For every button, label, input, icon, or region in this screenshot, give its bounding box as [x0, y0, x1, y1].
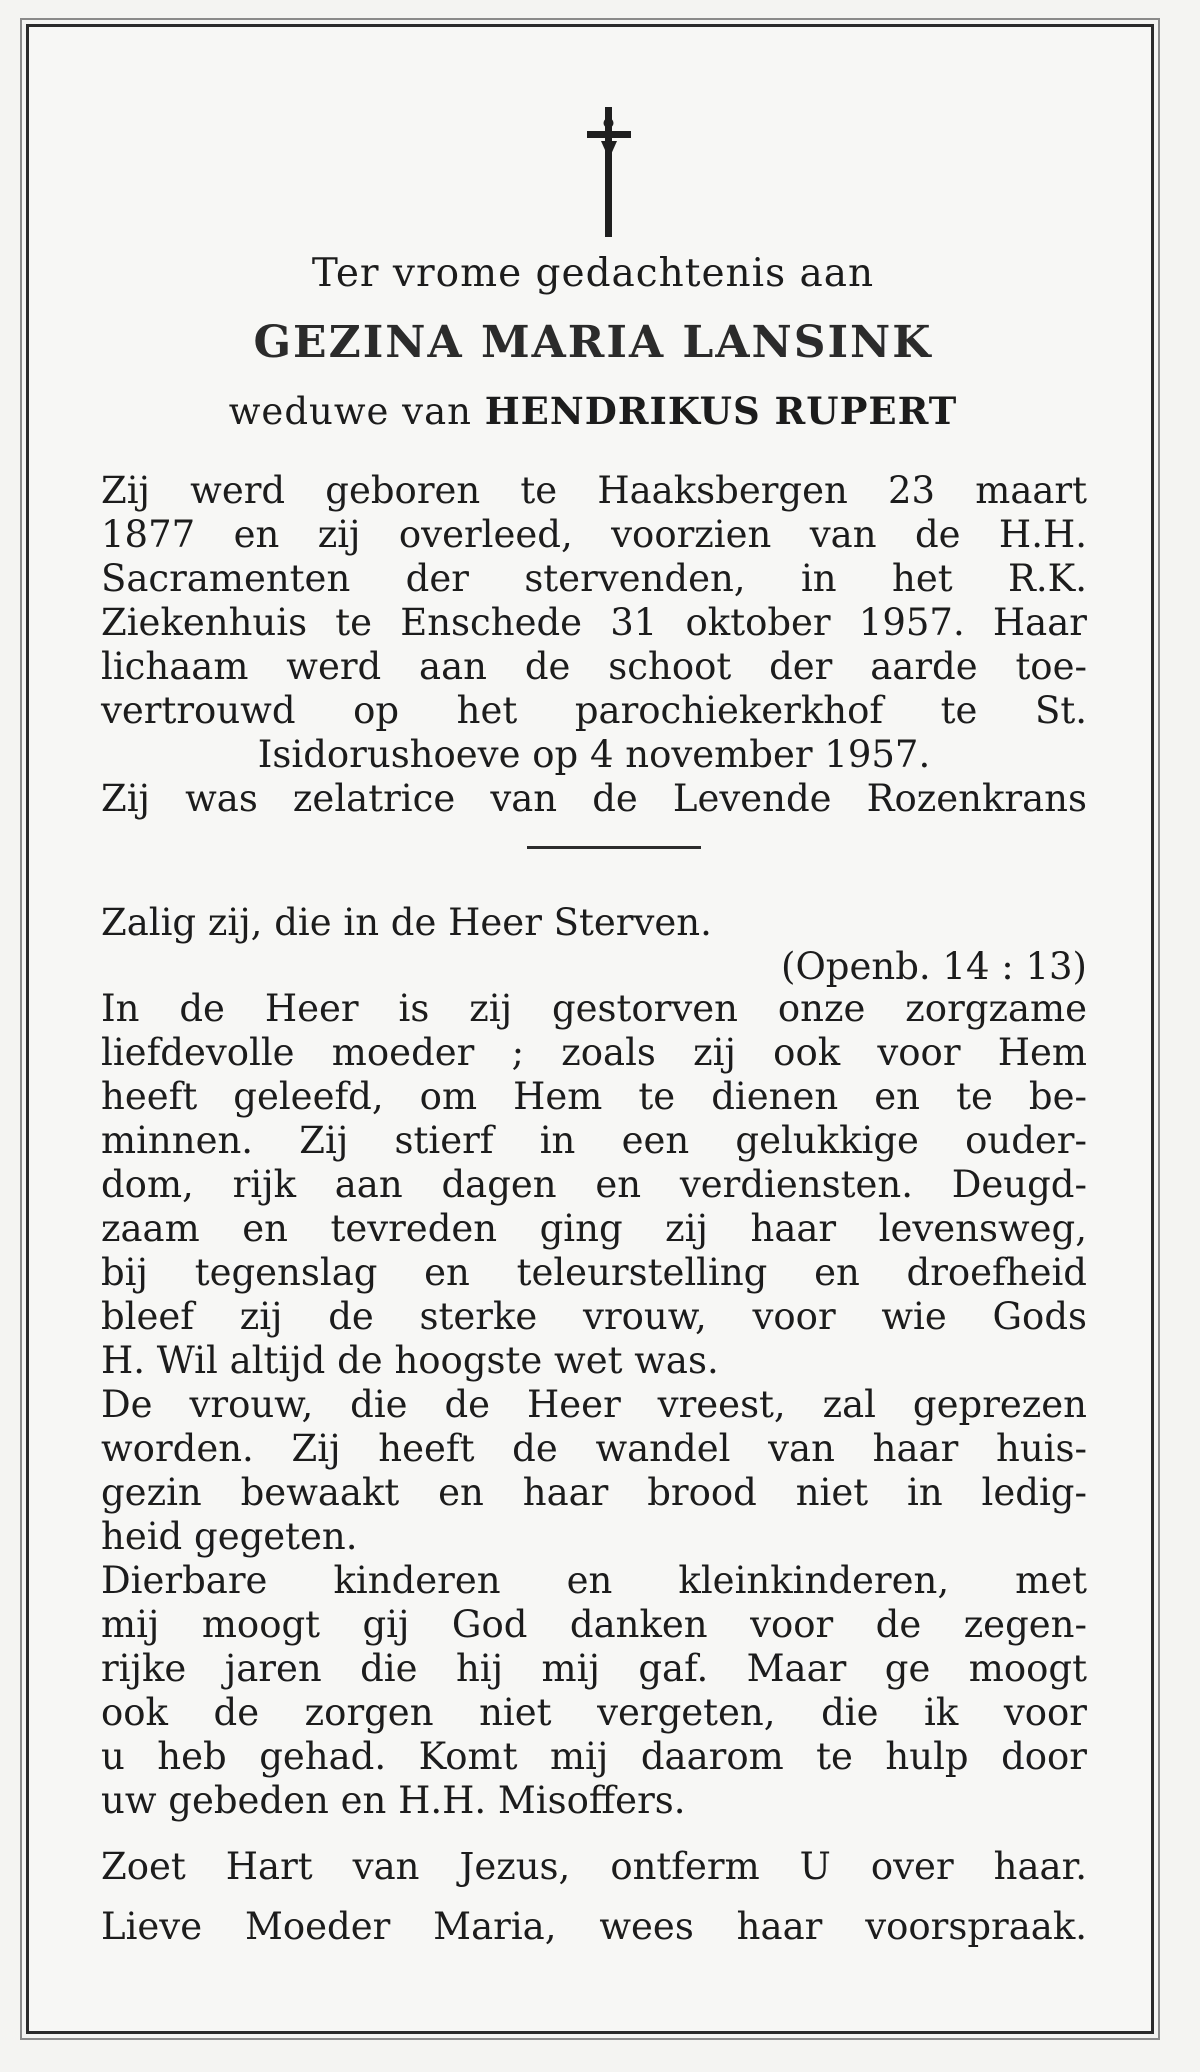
message-line: bij tegenslag en teleurstelling en droefheid [101, 1251, 1087, 1294]
message-line: ook de zorgen niet vergeten, die ik voor [101, 1691, 1087, 1734]
message-line: Dierbare kinderen en kleinkinderen, met [101, 1559, 1087, 1602]
quote-reference: (Openb. 14 : 13) [781, 945, 1087, 988]
widow-line [29, 389, 1157, 433]
message-line: mij moogt gij God danken voor de zegen- [101, 1603, 1087, 1646]
biography-line: lichaam werd aan de schoot der aarde toe- [101, 645, 1087, 688]
biography-line: vertrouwd op het parochiekerkhof te St. [101, 689, 1087, 732]
message-line: zaam en tevreden ging zij haar levensweg, [101, 1207, 1087, 1250]
message-line: gezin bewaakt en haar brood niet in ledig- [101, 1471, 1087, 1514]
biography-line: Sacramenten der stervenden, in het R.K. [101, 557, 1087, 600]
deceased-name: GEZINA MARIA LANSINK [253, 317, 933, 368]
message-line: De vrouw, die de Heer vreest, zal geprezen [101, 1383, 1087, 1426]
message-line: dom, rijk aan dagen en verdiensten. Deugd- [101, 1163, 1087, 1206]
message-line: minnen. Zij stierf in een gelukkige ouder- [101, 1119, 1087, 1162]
message-line: liefdevolle moeder ; zoals zij ook voor Hem [101, 1031, 1087, 1074]
husband-name: HENDRIKUS RUPERT [484, 389, 958, 433]
memorial-card [26, 24, 1154, 2034]
widow-prefix: weduwe van [228, 390, 472, 433]
intro-line: Ter vrome gedachtenis aan [311, 251, 875, 296]
biography-line: Zij werd geboren te Haaksbergen 23 maart [101, 469, 1087, 512]
prayer-line: Lieve Moeder Maria, wees haar voorspraak. [101, 1905, 1087, 1948]
message-line: rijke jaren die hij mij gaf. Maar ge moogt [101, 1647, 1087, 1690]
message-line: uw gebeden en H.H. Misoffers. [101, 1779, 686, 1822]
crucifix-icon [579, 101, 639, 241]
biography-line: Zij was zelatrice van de Levende Rozenkrans [101, 777, 1087, 820]
biography-line: 1877 en zij overleed, voorzien van de H.H. [101, 513, 1087, 556]
section-divider [527, 846, 701, 849]
biography-line: Ziekenhuis te Enschede 31 oktober 1957. Haar [101, 601, 1087, 644]
message-paragraph [101, 987, 1087, 1823]
quote-text: Zalig zij, die in de Heer Sterven. [101, 901, 712, 944]
biography-paragraph [101, 469, 1087, 821]
message-line: In de Heer is zij gestorven onze zorgzame [101, 987, 1087, 1030]
prayer-line: Zoet Hart van Jezus, ontferm U over haar. [101, 1845, 1087, 1888]
message-line: heid gegeten. [101, 1515, 358, 1558]
closing-prayers [101, 1837, 1087, 1957]
message-line: worden. Zij heeft de wandel van haar huis- [101, 1427, 1087, 1470]
biography-line: Isidorushoeve op 4 november 1957. [257, 733, 931, 776]
message-line: H. Wil altijd de hoogste wet was. [101, 1339, 719, 1382]
scripture-quote [101, 901, 1087, 989]
message-line: heeft geleefd, om Hem te dienen en te be- [101, 1075, 1087, 1118]
message-line: bleef zij de sterke vrouw, voor wie Gods [101, 1295, 1087, 1338]
message-line: u heb gehad. Komt mij daarom te hulp door [101, 1735, 1087, 1778]
